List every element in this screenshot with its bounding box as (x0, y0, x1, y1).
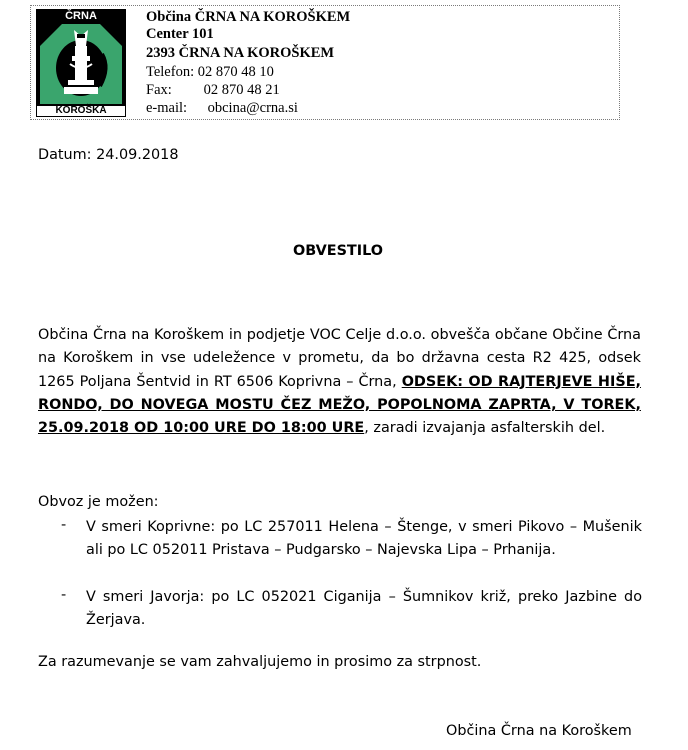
fax-line (146, 81, 280, 99)
detour-bullet-1: - (61, 517, 67, 533)
phone-label: Telefon: (146, 64, 195, 80)
fax-number: 02 870 48 21 (203, 82, 280, 98)
phone-number: 02 870 48 10 (197, 64, 274, 80)
phone-line (146, 63, 274, 81)
date-line: Datum: 24.09.2018 (38, 147, 179, 163)
logo-emblem (40, 24, 122, 104)
logo-top-text: ČRNA (65, 10, 97, 22)
notice-body (38, 324, 641, 440)
email-label: e-mail: (146, 100, 188, 116)
signature: Občina Črna na Koroškem (446, 723, 632, 739)
detour-intro: Obvoz je možen: (38, 494, 159, 510)
email-line (146, 99, 298, 117)
closing-line: Za razumevanje se vam zahvaljujemo in prosimo za strpnost. (38, 654, 482, 670)
closure-details: ODSEK: OD RAJTERJEVE HIŠE, RONDO, DO NOVEGA MOSTU ČEZ MEŽO, POPOLNOMA ZAPRTA, V TOREK, 25.09.2018 OD 10:00 URE DO 18:00 URE (38, 373, 641, 437)
body-part-1: Občina Črna na Koroškem in podjetje VOC Celje d.o.o. obvešča občane Občine Črna na Koroškem in vse udeležence v prometu, da bo državna cesta R2 425, odsek 1265 Poljana Šentvid in RT 6506 Koprivna – Črna, (38, 327, 641, 390)
detour-item-2: V smeri Javorja: po LC 052021 Ciganija – Šumnikov križ, preko Jazbine do Žerjava. (86, 589, 642, 629)
address-line-1: Center 101 (146, 26, 214, 42)
notice-title: OBVESTILO (292, 243, 383, 259)
address-line-2: 2393 ČRNA NA KOROŠKEM (146, 45, 335, 61)
logo-bottom-text: KOROŠKA (36, 105, 126, 117)
detour-item-1: V smeri Koprivne: po LC 257011 Helena – Štenge, v smeri Pikovo – Mušenik ali po LC 052011 Pristava – Pudgarsko – Najevska Lipa – Prhanija. (86, 519, 642, 559)
letterhead (30, 5, 620, 120)
body-part-2: , zaradi izvajanja asfalterskih del. (364, 420, 606, 437)
org-name: Občina ČRNA NA KOROŠKEM (146, 9, 351, 25)
candle-emblem-icon (40, 24, 122, 104)
fax-label: Fax: (146, 82, 172, 98)
email-address: obcina@crna.si (207, 100, 298, 116)
municipality-logo (36, 9, 126, 117)
detour-bullet-2: - (61, 587, 67, 603)
